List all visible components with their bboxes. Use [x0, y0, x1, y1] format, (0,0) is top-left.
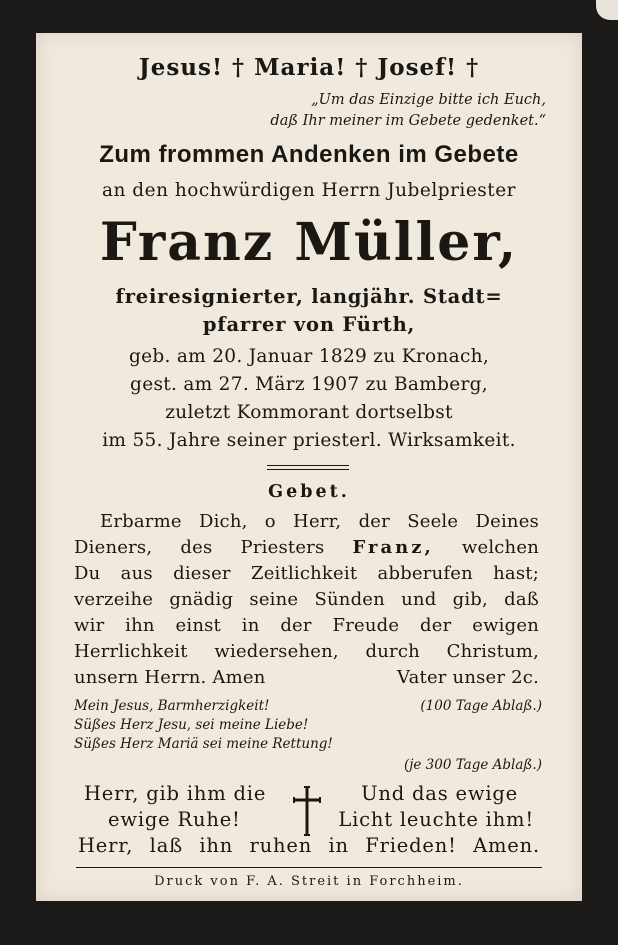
- printer-credit: Druck von F. A. Streit in Forchheim.: [154, 874, 464, 889]
- closing-line-3: Herr, laß ihn ruhen in Frieden! Amen.: [78, 834, 540, 857]
- closing-left-2: ewige Ruhe!: [108, 808, 241, 831]
- request-line-1: „Um das Einzige bitte ich Euch,: [311, 92, 546, 108]
- title-line-1: freiresignierter, langjähr. Stadt=: [115, 285, 503, 308]
- prayer-line-1: Erbarme Dich, o Herr, der Seele Deines: [100, 511, 539, 532]
- prayer-line-6: Herrlichkeit wiedersehen, durch Christum,: [74, 641, 539, 662]
- scan-corner: [596, 0, 618, 20]
- prayer-line-4: verzeihe gnädig seine Sünden und gib, daß: [74, 589, 539, 610]
- closing-right-2: Licht leuchte ihm!: [338, 808, 534, 831]
- prayer-line-3: Du aus dieser Zeitlichkeit abberufen hast;: [74, 563, 539, 584]
- closing-right-1: Und das ewige: [361, 782, 518, 805]
- indulgence-1: (100 Tage Ablaß.): [420, 698, 542, 714]
- invocation: Jesus! † Maria! † Josef! †: [138, 54, 480, 81]
- title-line-2: pfarrer von Fürth,: [202, 313, 416, 336]
- divider: [267, 465, 349, 466]
- divider: [267, 469, 349, 470]
- ejaculation-1: Mein Jesus, Barmherzigkeit!: [74, 698, 270, 714]
- ejaculation-3: Süßes Herz Mariä sei meine Rettung!: [74, 736, 333, 752]
- ejaculation-2: Süßes Herz Jesu, sei meine Liebe!: [74, 717, 309, 733]
- lords-prayer-reference: Vater unser 2c.: [397, 667, 539, 688]
- prayer-card: [36, 33, 582, 901]
- prayer-line-5: wir ihn einst in der Freude der ewigen: [74, 615, 539, 636]
- cross-icon: [292, 786, 322, 836]
- prayer-line-7-start: unsern Herrn. Amen: [74, 667, 266, 688]
- death-line: gest. am 27. März 1907 zu Bamberg,: [130, 374, 488, 395]
- birth-line: geb. am 20. Januar 1829 zu Kronach,: [128, 346, 490, 367]
- residence-line: zuletzt Kommorant dortselbst: [165, 402, 453, 423]
- prayer-heading: Gebet.: [268, 482, 350, 502]
- service-line: im 55. Jahre seiner priesterl. Wirksamkeit.: [102, 430, 516, 451]
- closing-left-1: Herr, gib ihm die: [84, 782, 267, 805]
- request-line-2: daß Ihr meiner im Gebete gedenket.“: [270, 113, 546, 129]
- prayer-line-2-end: welchen: [433, 537, 539, 558]
- prayer-line-2: [74, 539, 539, 557]
- prayer-line-7: [74, 669, 539, 687]
- prayer-line-2-start: Dieners, des Priesters: [74, 537, 353, 558]
- dedication-heading: Zum frommen Andenken im Gebete: [99, 141, 519, 168]
- deceased-name: Franz Müller,: [99, 212, 519, 273]
- prayer-name: Franz,: [352, 537, 434, 558]
- indulgence-2: (je 300 Tage Ablaß.): [403, 757, 542, 773]
- footer-rule: [76, 867, 542, 868]
- honoree-intro: an den hochwürdigen Herrn Jubelpriester: [101, 180, 517, 201]
